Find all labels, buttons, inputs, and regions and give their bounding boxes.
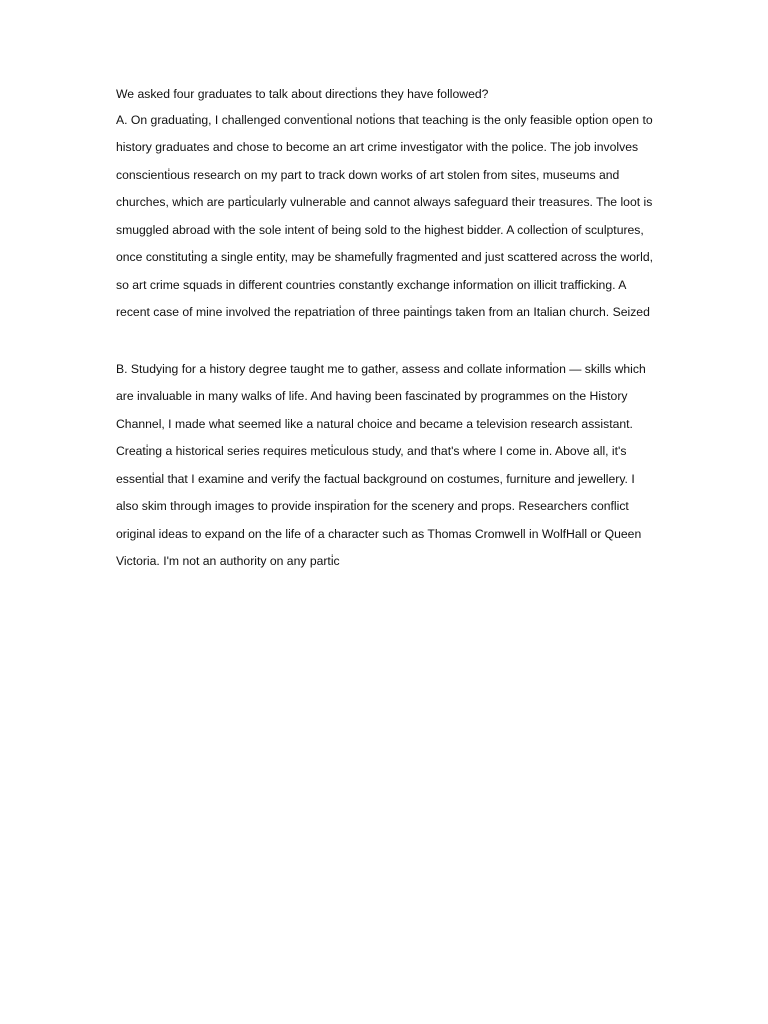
section-a-line: history graduates and chose to become an art crime investi̇gator with the police. The job involves [116, 140, 639, 154]
section-a-line: churches, which are parti̇cularly vulnerable and cannot always safeguard their treasures. The loot is [116, 195, 653, 209]
section-b-line: are invaluable in many walks of life. And having been fascinated by programmes on the History [116, 389, 628, 403]
section-b-line: Victoria. I'm not an authority on any parti̇c [116, 554, 340, 568]
section-b-line: also skim through images to provide inspirati̇on for the scenery and props. Researchers conflict [116, 499, 629, 513]
section-b-line: B. Studying for a history degree taught me to gather, assess and collate informati̇on — skills which [116, 361, 646, 376]
section-a [116, 112, 656, 322]
section-a-line: smuggled abroad with the sole intent of being sold to the highest bidder. A collecti̇on of sculptures, [116, 222, 644, 237]
intro-question: We asked four graduates to talk about directi̇ons they have followed? [116, 87, 489, 101]
document-body [116, 86, 656, 581]
section-a-line: once constituti̇ng a single entity, may be shamefully fragmented and just scattered across the world, [116, 250, 653, 264]
section-divider-space [116, 332, 656, 361]
section-b-line: essenti̇al that I examine and verify the factual background on costumes, furniture and jewellery. I [116, 471, 635, 486]
section-b-line: Creati̇ng a historical series requires meti̇culous study, and that's where I come in. Above all, it's [116, 444, 627, 458]
section-a-line: recent case of mine involved the repatriati̇on of three painti̇ngs taken from an Italian church. Seized [116, 305, 650, 319]
section-a-line: A. On graduati̇ng, I challenged conventi̇onal noti̇ons that teaching is the only feasible opti̇on open to [116, 112, 653, 127]
section-b [116, 361, 656, 571]
section-b-line: original ideas to expand on the life of a character such as Thomas Cromwell in WolfHall or Queen [116, 526, 642, 541]
section-b-line: Channel, I made what seemed like a natural choice and became a television research assistant. [116, 416, 633, 431]
section-a-line: so art crime squads in different countries constantly exchange informati̇on on illicit trafficking. A [116, 277, 627, 292]
section-a-line: conscienti̇ous research on my part to track down works of art stolen from sites, museums and [116, 167, 620, 182]
